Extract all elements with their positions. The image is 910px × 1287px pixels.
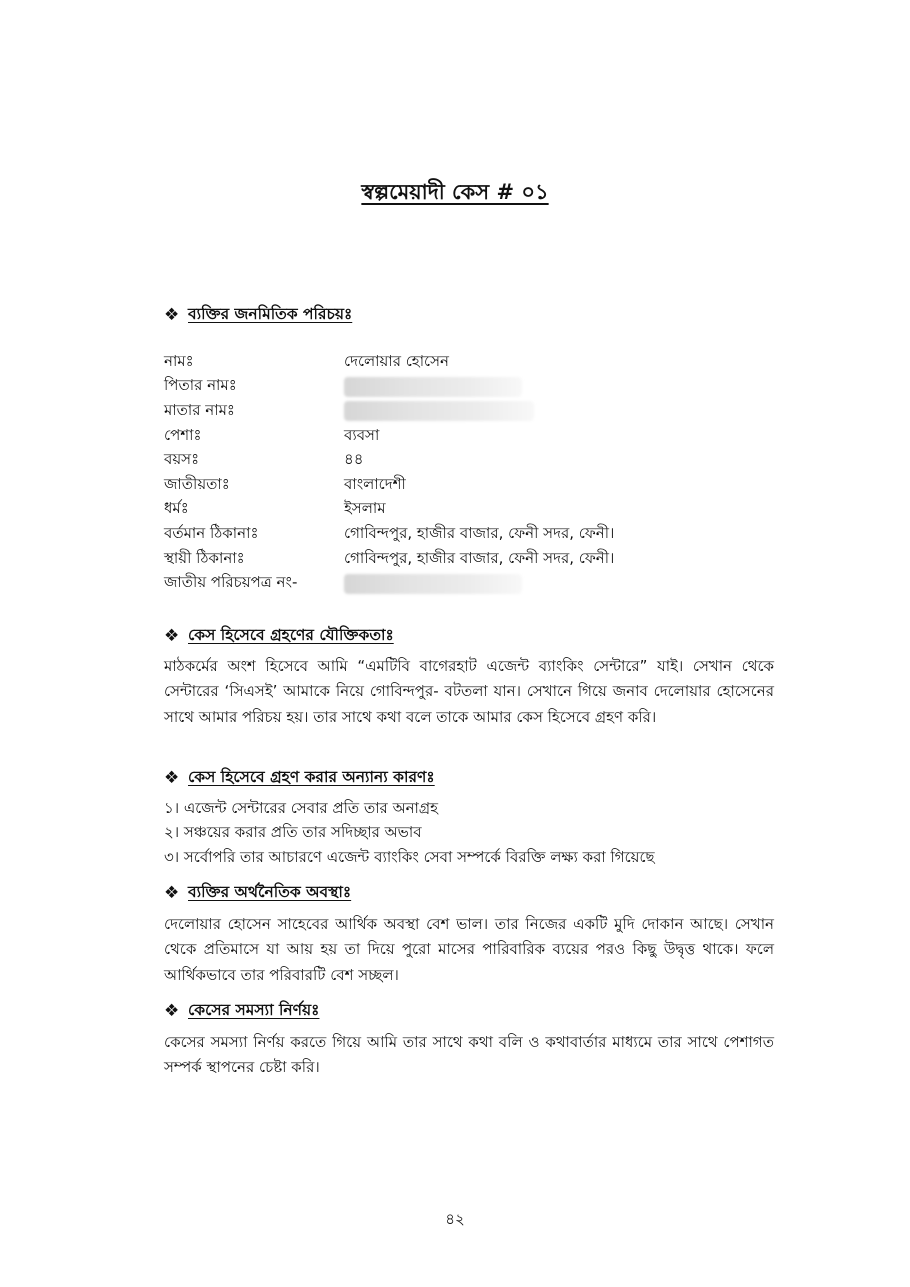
info-value: ইসলাম [344, 499, 386, 518]
section-heading-justification [164, 623, 784, 649]
info-value [344, 401, 784, 421]
redacted-block [344, 574, 522, 594]
list-item: ১। এজেন্ট সেন্টারের সেবার প্রতি তার অনাগ্রহ [164, 799, 438, 817]
info-label: বয়সঃ [164, 450, 200, 469]
diamond-bullet-icon: ❖ [164, 768, 180, 788]
section-heading-other-reasons [164, 765, 784, 791]
diamond-bullet-icon: ❖ [164, 626, 180, 646]
redacted-block [344, 377, 522, 397]
info-row-occupation [164, 424, 784, 449]
info-label: স্থায়ী ঠিকানাঃ [164, 548, 245, 567]
info-label: পেশাঃ [164, 425, 202, 444]
section-heading-demographics [164, 302, 784, 328]
info-value [344, 574, 784, 594]
section-heading-text: ব্যক্তির অর্থনৈতিক অবস্থাঃ [188, 883, 352, 901]
info-row-mother-name [164, 399, 784, 424]
info-label: নামঃ [164, 351, 194, 370]
section-heading-problem [164, 998, 784, 1024]
info-row-age [164, 448, 784, 473]
list-item: ৩। সর্বোপরি তার আচারণে এজেন্ট ব্যাংকিং সেবা সম্পর্কে বিরক্তি লক্ষ্য করা গিয়েছে [164, 847, 655, 866]
info-value: ব্যবসা [344, 425, 380, 444]
info-label: বর্তমান ঠিকানাঃ [164, 523, 259, 542]
info-value: দেলোয়ার হোসেন [344, 351, 449, 370]
info-value: ৪৪ [344, 450, 364, 469]
section-heading-text: কেস হিসেবে গ্রহণের যৌক্তিকতাঃ [188, 626, 394, 644]
info-row-religion [164, 498, 784, 523]
info-row-father-name [164, 375, 784, 400]
page-title: স্বল্পমেয়াদী কেস # ০১ [361, 180, 549, 204]
info-label: জাতীয় পরিচয়পত্র নং- [164, 573, 298, 592]
redacted-block [344, 401, 534, 421]
justification-paragraph: মাঠকর্মের অংশ হিসেবে আমি “এমটিবি বাগেরহাট এজেন্ট ব্যাংকিং সেন্টারে” যাই। সেখান থেকে সেন্টারের ‘সিএসই’ আমাকে নিয়ে গোবিন্দপুর- বটতলা যান। সেখানে গিয়ে জনাব দেলোয়ার হোসেনের সাথে আমার পরিচয় হয়। তার সাথে কথা বলে তাকে আমার কেস হিসেবে গ্রহণ করি। [164, 657, 774, 726]
info-row-national-id [164, 571, 784, 596]
reason-list [164, 796, 784, 869]
info-value: গোবিন্দপুর, হাজীর বাজার, ফেনী সদর, ফেনী। [344, 548, 615, 567]
info-label: পিতার নামঃ [164, 376, 237, 395]
info-row-present-address [164, 522, 784, 547]
section-heading-text: কেস হিসেবে গ্রহণ করার অন্যান্য কারণঃ [188, 768, 435, 786]
info-label: মাতার নামঃ [164, 400, 235, 419]
problem-paragraph: কেসের সমস্যা নির্ণয় করতে গিয়ে আমি তার সাথে কথা বলি ও কথাবার্তার মাধ্যমে তার সাথে পেশাগত সম্পর্ক স্থাপনের চেষ্টা করি। [164, 1033, 774, 1077]
info-row-name [164, 350, 784, 375]
diamond-bullet-icon: ❖ [164, 883, 180, 903]
section-heading-text: ব্যক্তির জনমিতিক পরিচয়ঃ [188, 305, 353, 323]
diamond-bullet-icon: ❖ [164, 1001, 180, 1021]
list-item: ২। সঞ্চয়ের করার প্রতি তার সদিচ্ছার অভাব [164, 823, 422, 842]
page-number: ৪২ [445, 1210, 465, 1228]
info-value [344, 377, 784, 397]
info-row-permanent-address [164, 547, 784, 572]
section-heading-economic [164, 880, 784, 906]
info-value: গোবিন্দপুর, হাজীর বাজার, ফেনী সদর, ফেনী। [344, 523, 615, 542]
economic-paragraph: দেলোয়ার হোসেন সাহেবের আর্থিক অবস্থা বেশ ভাল। তার নিজের একটি মুদি দোকান আছে। সেখান থেকে প্রতিমাসে যা আয় হয় তা দিয়ে পুরো মাসের পারিবারিক ব্যয়ের পরও কিছু উদ্বৃত্ত থাকে। ফলে আর্থিকভাবে তার পরিবারটি বেশ সচ্ছল। [164, 915, 774, 984]
info-label: জাতীয়তাঃ [164, 474, 230, 493]
info-label: ধর্মঃ [164, 499, 189, 518]
section-heading-text: কেসের সমস্যা নির্ণয়ঃ [188, 1001, 320, 1019]
diamond-bullet-icon: ❖ [164, 305, 180, 325]
info-row-nationality [164, 473, 784, 498]
demographics-table [164, 350, 784, 596]
info-value: বাংলাদেশী [344, 474, 406, 493]
